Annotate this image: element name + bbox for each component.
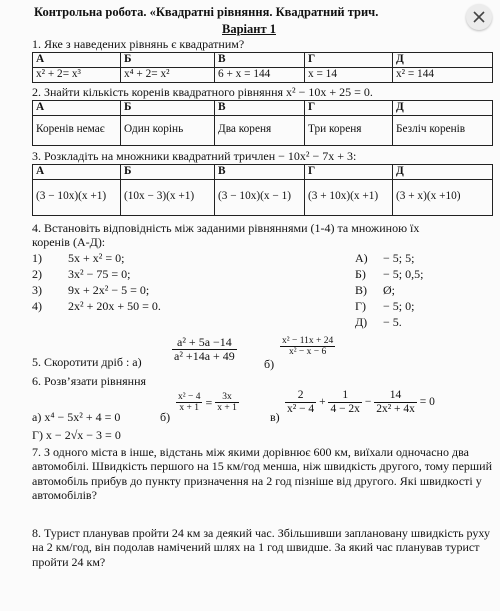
q4-equation: 3x² − 75 = 0; [68, 267, 131, 281]
q4-answer-letter: Д) [355, 315, 368, 329]
q6-v-frac3-numerator: 14 [374, 389, 417, 403]
q2-option-g: Три кореня [305, 115, 393, 145]
q4-answer-letter: А) [355, 251, 368, 265]
q6-b-right-denominator: x + 1 [217, 403, 237, 414]
q6-v-tail: = 0 [419, 395, 435, 408]
q4-equation: 2x² + 20x + 50 = 0. [68, 299, 161, 313]
q3-option-a: (3 − 10x)(x +1) [33, 179, 121, 215]
q5-fraction-a [172, 336, 237, 363]
q1-header-a: А [33, 53, 121, 68]
q5-b-label: б) [264, 357, 275, 371]
q4-equation-number: 3) [32, 283, 42, 297]
q6-part-a: а) x⁴ − 5x² + 4 = 0 [32, 410, 121, 424]
q6-v-frac1-denominator: x² − 4 [287, 402, 315, 415]
question-4-text-line2: коренів (А-Д): [32, 235, 106, 249]
q1-header-d: Д [393, 53, 493, 68]
q3-header-g: Г [305, 165, 393, 180]
q4-answer-value: − 5. [383, 315, 402, 329]
question-7-text: 7. З одного міста в інше, відстань між якими дорівнює 600 км, виїхали одночасно два автомобілі. Швидкість першого на 15 км/год менша, ніж швидкість другого, тому перший автомобіль прибув до пункту призначення на 2 год пізніше від другого. Які швидкості у автомобілів? [32, 445, 492, 503]
question-5-label: 5. Скоротити дріб : а) [32, 355, 142, 369]
q1-option-v: 6 + x = 144 [215, 67, 305, 82]
q3-header-b: Б [121, 165, 215, 180]
q4-equation-number: 4) [32, 299, 42, 313]
q5-b-denominator: x² − x − 6 [288, 347, 327, 358]
q4-answer-value: − 5; 0,5; [383, 267, 424, 281]
q3-option-d: (3 + x)(x +10) [393, 179, 493, 215]
q6-v-minus: − [364, 395, 372, 408]
q1-option-b: x⁴ + 2= x² [121, 67, 215, 82]
q1-option-a: x² + 2= x³ [33, 67, 121, 82]
q6-b-equals: = [205, 395, 213, 410]
q6-b-label: б) [160, 410, 171, 424]
question-6-label: 6. Розв’язати рівняння [32, 374, 147, 388]
question-8-text: 8. Турист планував пройти 24 км за деякий час. Збільшивши заплановану швидкість руху на 2 км/год, він подолав намічений шлях на 1 год швидше. За який час планував турист пройти 24 км? [32, 526, 490, 569]
q3-option-g: (3 + 10x)(x +1) [305, 179, 393, 215]
question-1-table [32, 52, 493, 83]
q4-answer-letter: В) [355, 283, 367, 297]
q2-header-a: А [33, 101, 121, 116]
q2-header-b: Б [121, 101, 215, 116]
q5-fraction-b [280, 336, 335, 358]
q1-option-g: x = 14 [305, 67, 393, 82]
q4-equation-number: 1) [32, 251, 42, 265]
q6-v-label: в) [270, 410, 280, 424]
q6-b-left-denominator: x + 1 [179, 403, 200, 414]
q5-a-numerator: a² + 5a −14 [172, 336, 237, 350]
q4-answer-value: − 5; 5; [383, 251, 415, 265]
variant-heading: Варіант 1 [222, 22, 276, 36]
q1-header-b: Б [121, 53, 215, 68]
q6-v-frac2-denominator: 4 − 2x [330, 402, 360, 415]
q5-a-denominator: a² +14a + 49 [174, 349, 235, 364]
q4-equation: 9x + 2x² − 5 = 0; [68, 283, 150, 297]
q6-v-equation [285, 389, 435, 415]
question-4-text-line1: 4. Встановіть відповідність між заданими рівняннями (1-4) та множиною їх [32, 221, 420, 235]
q4-equation: 5x + x² = 0; [68, 251, 125, 265]
q6-v-plus: + [319, 395, 326, 408]
q2-option-d: Безліч коренів [393, 115, 493, 145]
q4-answer-value: Ø; [383, 283, 395, 297]
q1-option-d: x² = 144 [393, 67, 493, 82]
worksheet-title: Контрольна робота. «Квадратні рівняння. Квадратний трич. [34, 5, 379, 19]
q5-b-numerator: x² − 11x + 24 [282, 336, 334, 346]
q6-b-equation [176, 392, 239, 414]
question-3-text: 3. Розкладіть на множники квадратний тричлен − 10x² − 7x + 3: [32, 149, 357, 163]
q3-option-v: (3 − 10x)(x − 1) [215, 179, 305, 215]
q3-header-v: В [215, 165, 305, 180]
q6-b-right-numerator: 3x [215, 392, 239, 403]
q6-v-frac2-numerator: 1 [328, 389, 362, 403]
question-3-table [32, 164, 493, 216]
q4-answer-letter: Г) [355, 299, 366, 313]
q3-option-b: (10x − 3)(x +1) [121, 179, 215, 215]
q6-v-frac3-denominator: 2x² + 4x [376, 402, 415, 415]
q6-part-g: Г) x − 2√x − 3 = 0 [32, 428, 121, 442]
q1-header-g: Г [305, 53, 393, 68]
q6-b-left-numerator: x² − 4 [178, 392, 201, 402]
q3-header-d: Д [393, 165, 493, 180]
question-2-table [32, 100, 493, 146]
q6-v-frac1-numerator: 2 [285, 389, 316, 403]
q2-option-v: Два кореня [215, 115, 305, 145]
q2-option-a: Коренів немає [33, 115, 121, 145]
q2-header-d: Д [393, 101, 493, 116]
q4-answer-letter: Б) [355, 267, 366, 281]
q2-header-v: В [215, 101, 305, 116]
q2-header-g: Г [305, 101, 393, 116]
question-2-text: 2. Знайти кількість коренів квадратного рівняння x² − 10x + 25 = 0. [32, 85, 373, 99]
q4-answer-value: − 5; 0; [383, 299, 415, 313]
close-icon [472, 10, 486, 24]
q4-equation-number: 2) [32, 267, 42, 281]
close-button[interactable] [466, 4, 492, 30]
question-1-text: 1. Яке з наведених рівнянь є квадратним? [32, 37, 245, 51]
q3-header-a: А [33, 165, 121, 180]
q2-option-b: Один корінь [121, 115, 215, 145]
q1-header-v: В [215, 53, 305, 68]
